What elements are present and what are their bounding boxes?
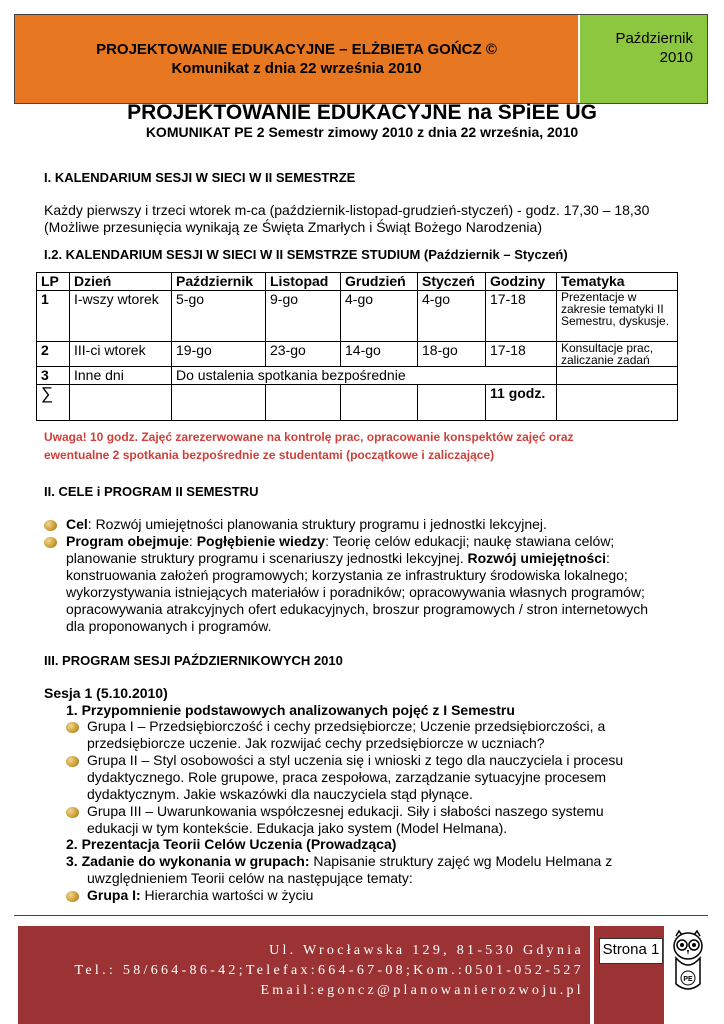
group-i-label: Grupa I: <box>87 887 141 903</box>
table-cell: Konsultacje prac, zaliczanie zadań <box>557 342 678 367</box>
program-label: Program obejmuje <box>66 533 189 549</box>
page-footer <box>14 915 708 1024</box>
table-cell: 17-18 <box>486 291 557 342</box>
table-header-cell: Listopad <box>266 273 341 291</box>
table-row <box>37 367 678 385</box>
program-text-1: : Teorię celów edukacji; naukę stawiana celów; <box>325 533 615 549</box>
table-cell: 1 <box>37 291 70 342</box>
table-cell: 18-go <box>418 342 486 367</box>
table-cell <box>557 385 678 421</box>
cel-paragraph <box>66 516 547 532</box>
owl-logo-icon <box>670 928 706 1014</box>
section-1-2-heading <box>44 247 568 262</box>
group-2-line-1: Grupa II – Styl osobowości a styl uczenia się i wnioski z tego dla nauczyciela i procesu <box>87 752 624 768</box>
table-cell <box>418 385 486 421</box>
table-cell: III-ci wtorek <box>70 342 172 367</box>
section-1-2-heading-rest: (Październik – Styczeń) <box>420 247 568 262</box>
bullet-icon <box>66 756 79 767</box>
table-cell: 14-go <box>341 342 418 367</box>
bullet-icon <box>66 891 79 902</box>
group-1-line-2: przedsiębiorcze uczenie. Jak rozwijać cechy przedsiębiorcze w uczniach? <box>87 735 545 751</box>
program-bold-2: Pogłębienie wiedzy <box>196 533 326 549</box>
page-header <box>14 14 708 104</box>
table-cell: 3 <box>37 367 70 385</box>
page-number: Strona 1 <box>599 938 663 964</box>
table-header-cell: Dzień <box>70 273 172 291</box>
group-1-line-1: Grupa I – Przedsiębiorczość i cechy przedsiębiorcze; Uczenie przedsiębiorczości, a <box>87 718 606 734</box>
table-cell: 4-go <box>341 291 418 342</box>
group-i-text: Hierarchia wartości w życiu <box>140 887 314 903</box>
table-header-cell: LP <box>37 273 70 291</box>
uwaga-note-line-1: Uwaga! 10 godz. Zajęć zarezerwowane na kontrolę prac, opracowanie konspektów zajęć oraz <box>44 430 574 444</box>
footer-page-box <box>594 926 664 1024</box>
table-row <box>37 291 678 342</box>
table-header-cell: Godziny <box>486 273 557 291</box>
bullet-icon <box>44 520 57 531</box>
section-1-text-1: Każdy pierwszy i trzeci wtorek m-ca (październik-listopad-grudzień-styczeń) - godz. 17,30 – 18,30 <box>44 202 650 218</box>
section-3-heading: III. PROGRAM SESJI PAŹDZIERNIKOWYCH 2010 <box>44 653 343 668</box>
program-line-2c: : <box>605 550 610 566</box>
section-1-2-heading-bold: I.2. KALENDARIUM SESJI W SIECI W II SEMSTRZE STUDIUM <box>44 247 421 262</box>
table-cell: Inne dni <box>70 367 172 385</box>
uwaga-note-line-2: ewentualne 2 spotkania bezpośrednie ze studentami (początkowe i zaliczające) <box>44 448 495 462</box>
program-line-2a: planowanie struktury programu i scenariuszy jednostki lekcyjnej. <box>66 550 468 566</box>
table-cell: 17-18 <box>486 342 557 367</box>
table-header-cell: Październik <box>172 273 266 291</box>
table-cell <box>70 385 172 421</box>
section-1-heading: I. KALENDARIUM SESJI W SIECI W II SEMESTRZE <box>44 170 356 185</box>
program-line-5: opracowywania atrakcyjnych ofert edukacyjnych, broszur programowych / stron internetowych <box>66 601 649 617</box>
table-cell <box>172 385 266 421</box>
list-item-2: 2. Prezentacja Teorii Celów Uczenia (Prowadząca) <box>66 836 397 852</box>
header-date-box <box>580 15 707 103</box>
table-row <box>37 385 678 421</box>
table-cell: 2 <box>37 342 70 367</box>
header-month: Październik <box>615 30 693 47</box>
session-1-heading: Sesja 1 (5.10.2010) <box>44 685 168 701</box>
bullet-icon <box>66 807 79 818</box>
group-3-line-1: Grupa III – Uwarunkowania współczesnej edukacji. Siły i słabości naszego systemu <box>87 803 604 819</box>
table-row <box>37 342 678 367</box>
program-line-2b: Rozwój umiejętności <box>467 550 606 566</box>
table-header-row <box>37 273 678 291</box>
cel-label: Cel <box>66 516 88 532</box>
group-2-line-3: dydaktycznym. Jakie wskazówki dla nauczyciela stąd płynące. <box>87 786 473 802</box>
list-item-1: 1. Przypomnienie podstawowych analizowanych pojęć z I Semestru <box>66 702 515 718</box>
table-cell: Prezentacje w zakresie tematyki II Semestru, dyskusje. <box>557 291 678 342</box>
table-cell: I-wszy wtorek <box>70 291 172 342</box>
table-cell: 9-go <box>266 291 341 342</box>
document-subtitle: KOMUNIKAT PE 2 Semestr zimowy 2010 z dnia 22 września, 2010 <box>145 124 579 140</box>
group-i-line <box>87 887 313 903</box>
svg-text:PE: PE <box>683 976 693 983</box>
footer-phones: Tel.: 58/664-86-42;Telefax:664-67-08;Kom.:0501-052-527 <box>74 963 584 978</box>
table-header-cell: Grudzień <box>341 273 418 291</box>
program-sep: : <box>188 533 197 549</box>
header-line-1: PROJEKTOWANIE EDUKACYJNE – ELŻBIETA GOŃCZ © <box>96 41 497 58</box>
table-cell: 23-go <box>266 342 341 367</box>
header-line-2: Komunikat z dnia 22 września 2010 <box>171 60 422 77</box>
table-cell: 11 godz. <box>486 385 557 421</box>
bullet-icon <box>44 537 57 548</box>
list-item-3-rest: Napisanie struktury zajęć wg Modelu Helmana z <box>309 853 613 869</box>
group-2-line-2: dydaktycznego. Role grupowe, praca zespołowa, zarządzanie sytuacyjne procesem <box>87 769 607 785</box>
table-cell <box>266 385 341 421</box>
table-cell <box>486 367 557 385</box>
table-header-cell: Styczeń <box>418 273 486 291</box>
bullet-icon <box>66 722 79 733</box>
section-2-heading: II. CELE i PROGRAM II SEMESTRU <box>44 484 259 499</box>
program-line-3: konstruowania założeń programowych; korzystania ze infrastruktury środowiska lokalnego; <box>66 567 628 583</box>
footer-contact-box <box>18 926 590 1024</box>
footer-email: Email:egoncz@planowanierozwoju.pl <box>260 983 584 998</box>
footer-address: Ul. Wrocławska 129, 81-530 Gdynia <box>269 943 584 958</box>
list-item-3 <box>66 853 612 869</box>
table-cell: 5-go <box>172 291 266 342</box>
calendar-table <box>36 272 678 421</box>
table-header-cell: Tematyka <box>557 273 678 291</box>
header-title-box <box>15 15 578 103</box>
section-1-text-2: (Możliwe przesunięcia wynikają ze Święta Zmarłych i Świąt Bożego Narodzenia) <box>44 219 542 235</box>
program-line-4: wykorzystywania istniejących materiałów i poradników; opracowywania własnych programów; <box>66 584 645 600</box>
program-line-1 <box>66 533 614 549</box>
table-cell <box>341 385 418 421</box>
table-cell: Do ustalenia spotkania bezpośrednie <box>172 367 486 385</box>
table-cell: ∑ <box>37 385 70 421</box>
list-item-3-bold: 3. Zadanie do wykonania w grupach: <box>66 853 310 869</box>
list-item-3-line-2: uwzględnieniem Teorii celów na następujące tematy: <box>87 870 413 886</box>
table-cell: 4-go <box>418 291 486 342</box>
header-year: 2010 <box>659 49 693 66</box>
document-title: PROJEKTOWANIE EDUKACYJNE na SPiEE UG <box>127 101 597 124</box>
program-line-2 <box>66 550 610 566</box>
program-line-6: dla proponowanych i programów. <box>66 618 272 634</box>
table-cell <box>557 367 678 385</box>
cel-text: : Rozwój umiejętności planowania struktury programu i jednostki lekcyjnej. <box>87 516 547 532</box>
table-cell: 19-go <box>172 342 266 367</box>
group-3-line-2: edukacji w tym kontekście. Edukacja jako system (Model Helmana). <box>87 820 508 836</box>
